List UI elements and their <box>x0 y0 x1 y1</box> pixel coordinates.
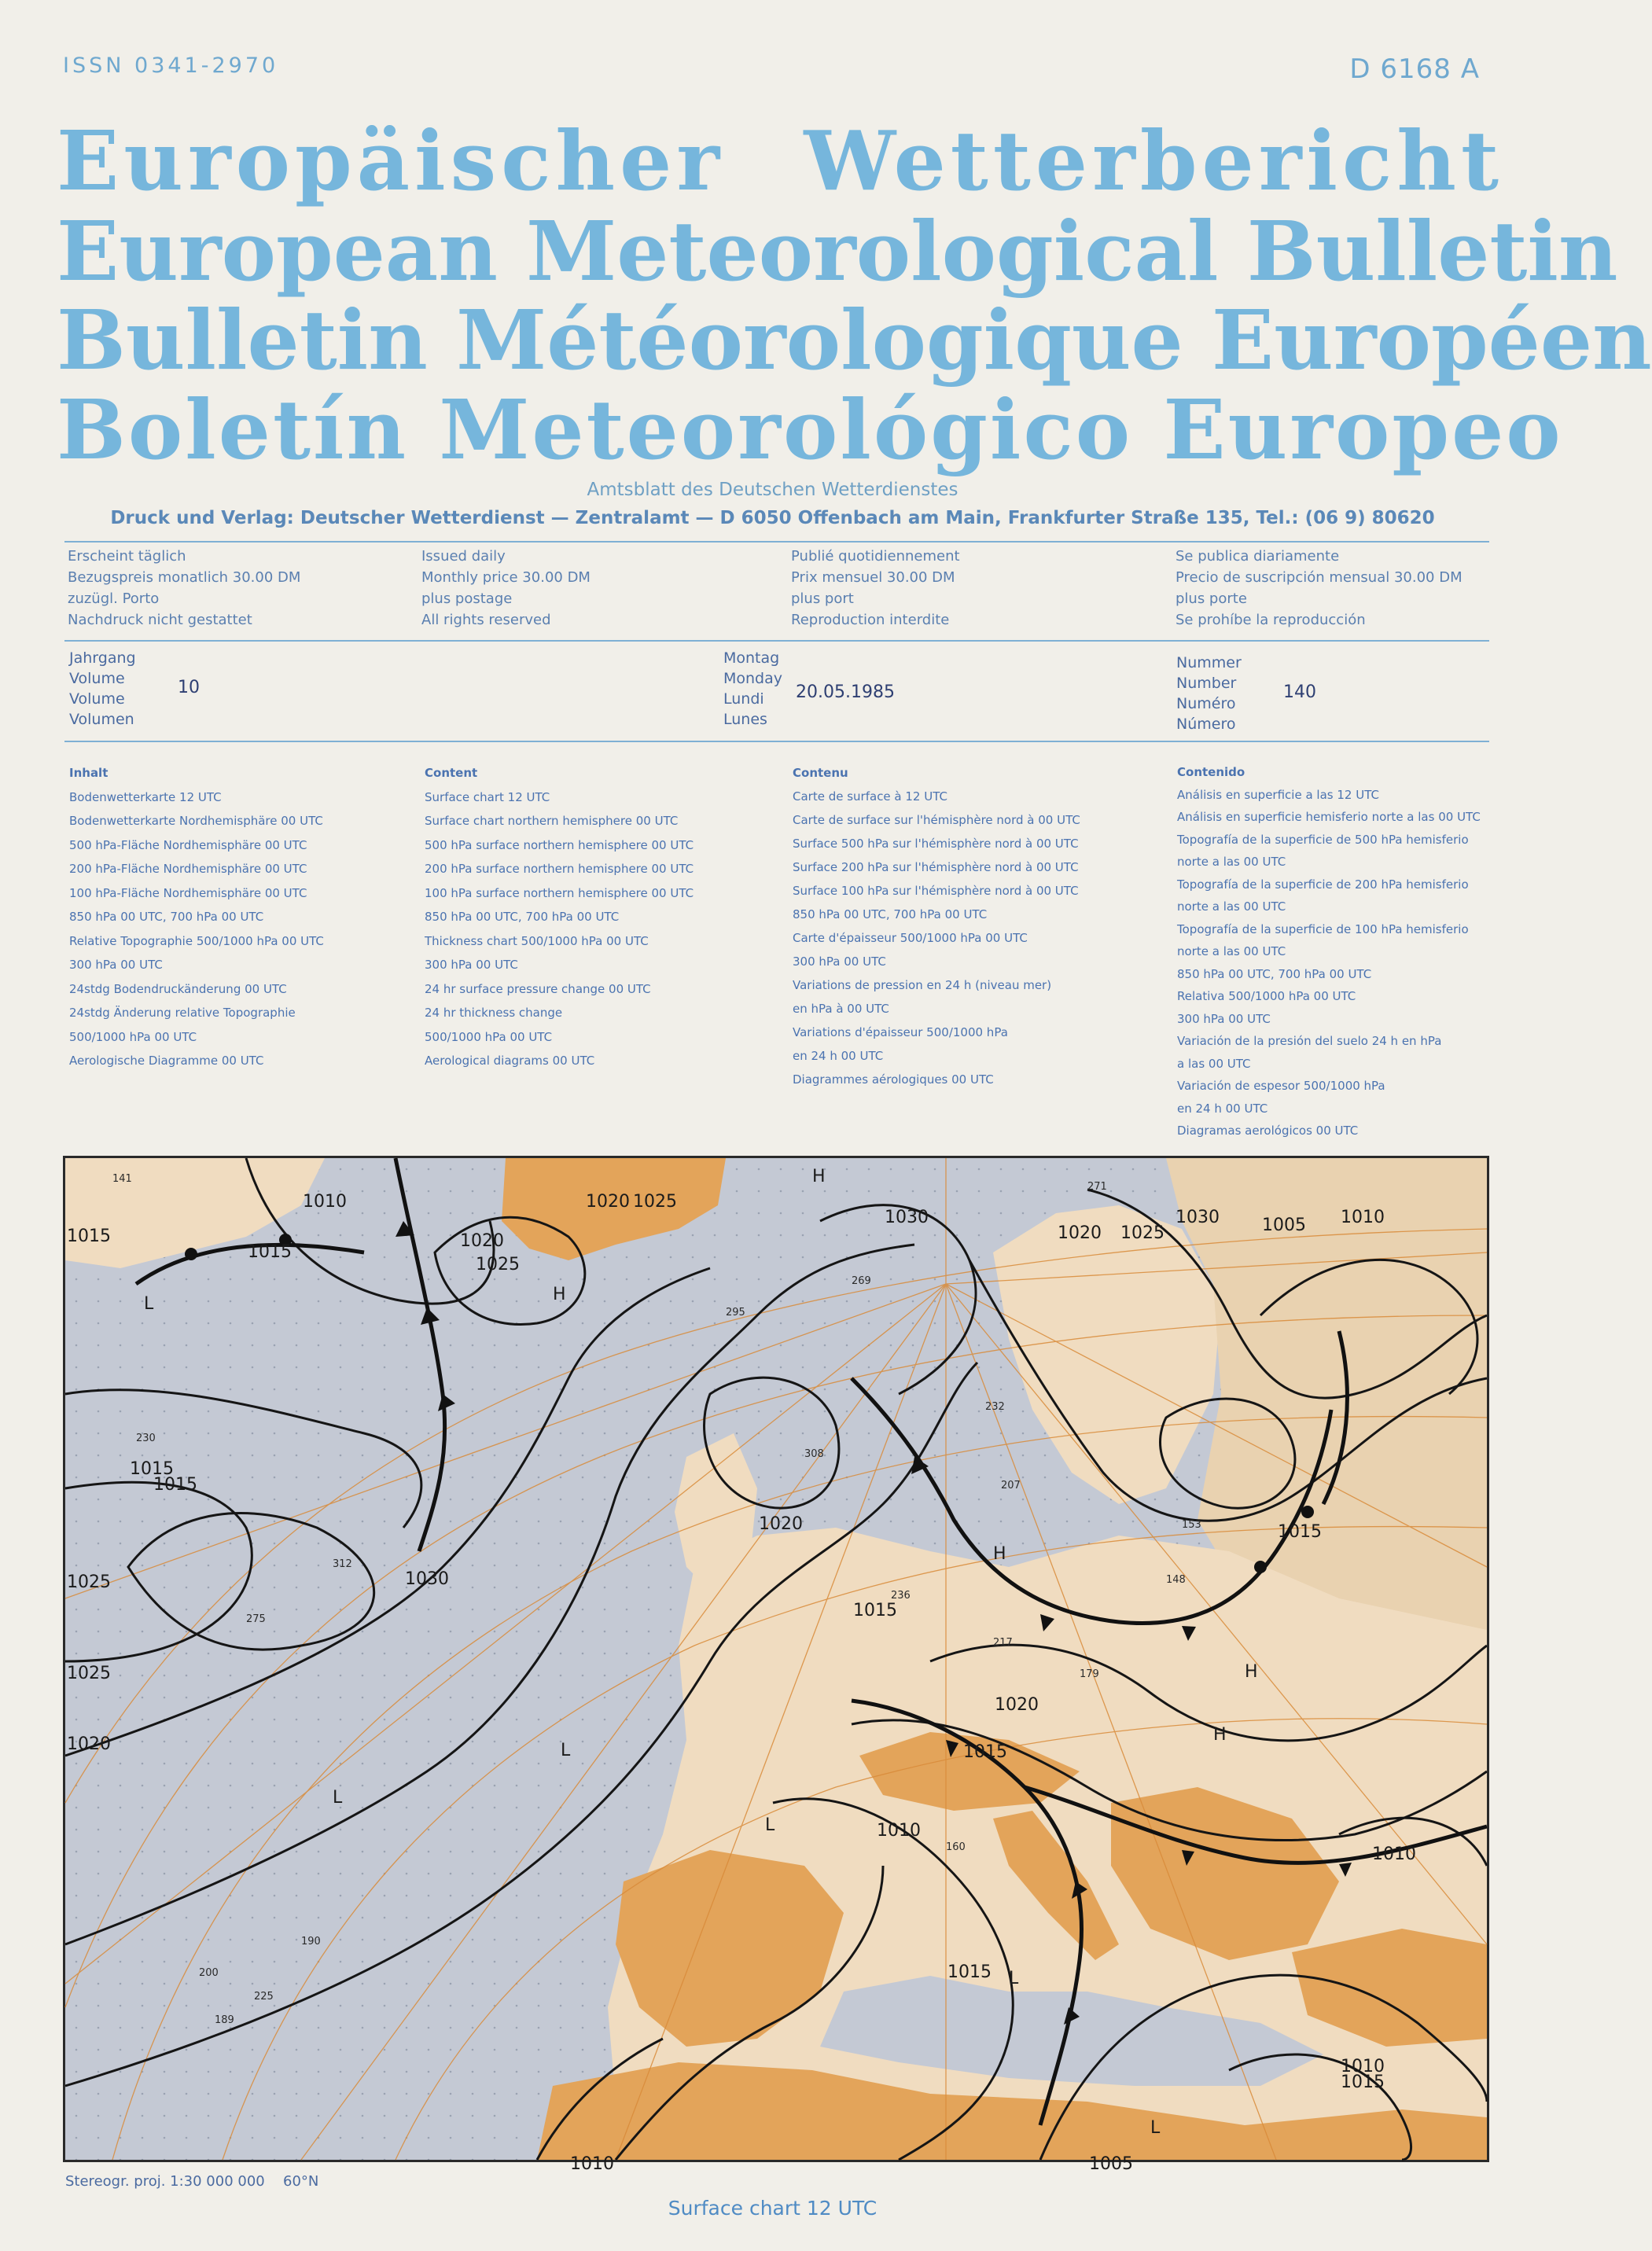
issue-date: 20.05.1985 <box>796 682 895 702</box>
info-line: Se publica diariamente <box>1176 548 1340 565</box>
isobar-label: 1030 <box>1176 1208 1220 1227</box>
contents-item: 850 hPa 00 UTC, 700 hPa 00 UTC <box>793 907 988 921</box>
pressure-centre-low: L <box>333 1788 343 1808</box>
station-observation: 236 <box>891 1590 911 1602</box>
station-observation: 148 <box>1166 1574 1186 1586</box>
map-caption: Surface chart 12 UTC <box>668 2197 878 2220</box>
info-line: Erscheint täglich <box>68 548 186 565</box>
isobar-label: 1025 <box>67 1664 111 1683</box>
station-observation: 271 <box>1087 1181 1107 1193</box>
issue-number: 140 <box>1283 682 1316 702</box>
title-german: Europäischer Wetterbericht <box>57 112 1503 209</box>
isobar-label: 1030 <box>885 1208 929 1227</box>
contents-item: norte a las 00 UTC <box>1177 855 1286 869</box>
volume-label: Volumen <box>69 711 134 728</box>
isobar-label: 1030 <box>405 1569 449 1589</box>
title-english: European Meteorological Bulletin <box>57 203 1618 300</box>
front-symbol <box>1301 1506 1314 1518</box>
contents-item: Carte de surface sur l'hémisphère nord à 00 UTC <box>793 813 1080 827</box>
contents-item: Carte d'épaisseur 500/1000 hPa 00 UTC <box>793 931 1028 945</box>
contents-item: 500 hPa surface northern hemisphere 00 UTC <box>425 837 694 852</box>
contents-item: Variación de espesor 500/1000 hPa <box>1177 1079 1385 1093</box>
amtsblatt-line: Amtsblatt des Deutschen Wetterdienstes <box>587 480 958 500</box>
contents-item: 500/1000 hPa 00 UTC <box>69 1029 197 1044</box>
contents-item: Surface 100 hPa sur l'hémisphère nord à 00 UTC <box>793 884 1079 898</box>
contents-item: Surface 200 hPa sur l'hémisphère nord à 00 UTC <box>793 860 1079 874</box>
contents-english <box>425 761 694 1073</box>
isobar-label: 1025 <box>476 1255 520 1274</box>
contents-item: 100 hPa-Fläche Nordhemisphäre 00 UTC <box>69 885 307 900</box>
contents-item: Topografía de la superficie de 100 hPa hemisferio <box>1177 921 1469 936</box>
info-spanish <box>1176 546 1463 631</box>
isobar-label: 1010 <box>303 1192 347 1212</box>
isobar-label: 1015 <box>153 1475 197 1495</box>
isobar-label: 1020 <box>995 1695 1039 1715</box>
contents-french <box>793 761 1080 1091</box>
station-observation: 217 <box>993 1637 1013 1649</box>
station-observation: 295 <box>726 1307 745 1319</box>
station-observation: 189 <box>215 2014 234 2026</box>
contents-item: 300 hPa 00 UTC <box>425 958 518 972</box>
station-observation: 179 <box>1080 1668 1099 1680</box>
isobar-label: 1020 <box>67 1734 111 1754</box>
contents-item: 200 hPa surface northern hemisphere 00 UTC <box>425 862 694 876</box>
contents-item: Bodenwetterkarte Nordhemisphäre 00 UTC <box>69 814 323 828</box>
contents-item: Surface chart 12 UTC <box>425 789 550 804</box>
isobar-label: 1015 <box>1341 2073 1385 2092</box>
divider <box>64 741 1489 742</box>
contents-item: Topografía de la superficie de 500 hPa hemisferio <box>1177 832 1469 847</box>
contents-item: 100 hPa surface northern hemisphere 00 UTC <box>425 885 694 900</box>
info-line: Issued daily <box>421 548 506 565</box>
projection-note: Stereogr. proj. 1:30 000 000 <box>65 2173 265 2190</box>
volume-label: Volume <box>69 690 125 708</box>
contents-item: Relative Topographie 500/1000 hPa 00 UTC <box>69 933 324 948</box>
pressure-centre-high: H <box>993 1544 1006 1564</box>
isobar-label: 1005 <box>1262 1216 1306 1235</box>
station-observation: 207 <box>1001 1480 1021 1491</box>
pressure-centre-high: H <box>553 1285 566 1304</box>
divider <box>64 541 1489 543</box>
contents-heading: Contenido <box>1177 765 1245 779</box>
day-labels <box>723 648 782 730</box>
contents-item: 200 hPa-Fläche Nordhemisphäre 00 UTC <box>69 862 307 876</box>
contents-heading: Content <box>425 766 478 780</box>
info-line: Nachdruck nicht gestattet <box>68 612 252 628</box>
station-observation: 230 <box>136 1433 156 1444</box>
day-label: Lundi <box>723 690 764 708</box>
pressure-centre-low: L <box>144 1294 154 1314</box>
station-observation: 232 <box>985 1401 1005 1413</box>
info-french <box>791 546 960 631</box>
number-labels <box>1176 653 1242 734</box>
station-observation: 269 <box>852 1275 871 1287</box>
contents-item: Análisis en superficie hemisferio norte a las 00 UTC <box>1177 810 1481 824</box>
day-label: Montag <box>723 649 780 667</box>
station-observation: 312 <box>333 1558 352 1570</box>
info-line: Precio de suscripción mensual 30.00 DM <box>1176 569 1463 586</box>
contents-item: en 24 h 00 UTC <box>793 1049 884 1063</box>
isobar-label: 1010 <box>1372 1845 1416 1864</box>
front-symbol <box>1254 1561 1267 1573</box>
day-label: Lunes <box>723 711 767 728</box>
surface-chart-map <box>63 1156 1489 2174</box>
contents-item: Diagrammes aérologiques 00 UTC <box>793 1072 994 1087</box>
contents-item: Surface 500 hPa sur l'hémisphère nord à 00 UTC <box>793 837 1079 851</box>
contents-german <box>69 761 324 1073</box>
info-line: Reproduction interdite <box>791 612 950 628</box>
pressure-centre-low: L <box>765 1815 775 1835</box>
station-observation: 160 <box>946 1841 966 1853</box>
contents-item: 300 hPa 00 UTC <box>793 954 886 969</box>
isobar-label: 1010 <box>877 1821 921 1841</box>
contents-item: Diagramas aerológicos 00 UTC <box>1177 1124 1359 1138</box>
contents-item: Aerological diagrams 00 UTC <box>425 1054 595 1068</box>
info-line: Prix mensuel 30.00 DM <box>791 569 955 586</box>
station-observation: 275 <box>246 1613 266 1625</box>
info-line: Monthly price 30.00 DM <box>421 569 591 586</box>
isobar-label: 1010 <box>1341 2057 1385 2076</box>
pressure-centre-low: L <box>1009 1969 1019 1988</box>
title-french: Bulletin Météorologique Européen <box>57 292 1652 388</box>
contents-item: 24 hr surface pressure change 00 UTC <box>425 981 651 996</box>
info-line: Publié quotidiennement <box>791 548 960 565</box>
contents-item: norte a las 00 UTC <box>1177 899 1286 914</box>
contents-item: 500/1000 hPa 00 UTC <box>425 1029 553 1044</box>
contents-heading: Contenu <box>793 766 848 780</box>
contents-item: norte a las 00 UTC <box>1177 944 1286 958</box>
contents-item: Topografía de la superficie de 200 hPa hemisferio <box>1177 877 1469 892</box>
isobar-label: 1020 <box>759 1514 803 1534</box>
day-label: Monday <box>723 670 783 687</box>
volume-value: 10 <box>178 678 200 697</box>
contents-item: Variations d'épaisseur 500/1000 hPa <box>793 1025 1008 1039</box>
volume-labels <box>69 648 136 730</box>
contents-item: Análisis en superficie a las 12 UTC <box>1177 787 1379 802</box>
isobar-label: 1015 <box>853 1601 897 1620</box>
info-line: Se prohíbe la reproducción <box>1176 612 1366 628</box>
station-observation: 141 <box>112 1173 132 1185</box>
latitude-note: 60°N <box>283 2173 319 2190</box>
isobar-label: 1010 <box>1341 1208 1385 1227</box>
contents-item: 24stdg Bodendruckänderung 00 UTC <box>69 981 287 996</box>
pressure-centre-high: H <box>812 1167 826 1186</box>
contents-item: en hPa à 00 UTC <box>793 1002 889 1016</box>
isobar-label: 1005 <box>1089 2154 1133 2174</box>
station-observation: 308 <box>804 1448 824 1460</box>
isobar-label: 1025 <box>633 1192 677 1212</box>
isobar-label: 1020 <box>460 1231 504 1251</box>
volume-label: Volume <box>69 670 125 687</box>
contents-spanish <box>1177 761 1481 1142</box>
isobar-label: 1025 <box>67 1572 111 1592</box>
isobar-label: 1025 <box>1120 1223 1164 1243</box>
pressure-centre-high: H <box>1245 1662 1258 1682</box>
info-line: All rights reserved <box>421 612 551 628</box>
pressure-centre-high: H <box>1213 1725 1227 1745</box>
pressure-centre-low: L <box>561 1741 571 1760</box>
isobar-label: 1015 <box>67 1227 111 1246</box>
contents-item: Surface chart northern hemisphere 00 UTC <box>425 814 679 828</box>
info-german <box>68 546 300 631</box>
contents-item: 850 hPa 00 UTC, 700 hPa 00 UTC <box>425 910 620 924</box>
contents-item: 850 hPa 00 UTC, 700 hPa 00 UTC <box>1177 966 1372 981</box>
contents-item: Relativa 500/1000 hPa 00 UTC <box>1177 989 1356 1003</box>
volume-label: Jahrgang <box>69 649 136 667</box>
isobar-label: 1015 <box>1278 1522 1322 1542</box>
isobar-label: 1010 <box>570 2154 614 2174</box>
isobar-label: 1020 <box>1058 1223 1102 1243</box>
contents-item: 300 hPa 00 UTC <box>69 958 163 972</box>
contents-item: Variación de la presión del suelo 24 h en hPa <box>1177 1034 1442 1048</box>
divider <box>64 640 1489 642</box>
number-label: Number <box>1176 675 1237 692</box>
contents-heading: Inhalt <box>69 766 109 780</box>
map-svg <box>65 1158 1487 2174</box>
pressure-centre-low: L <box>1150 2118 1161 2138</box>
title-spanish: Boletín Meteorológico Europeo <box>57 381 1563 478</box>
contents-item: 850 hPa 00 UTC, 700 hPa 00 UTC <box>69 910 264 924</box>
info-english <box>421 546 591 631</box>
contents-item: 500 hPa-Fläche Nordhemisphäre 00 UTC <box>69 837 307 852</box>
contents-item: 300 hPa 00 UTC <box>1177 1011 1271 1026</box>
number-label: Nummer <box>1176 654 1242 671</box>
postal-code: D 6168 A <box>1349 53 1480 85</box>
contents-item: en 24 h 00 UTC <box>1177 1101 1268 1116</box>
contents-item: Thickness chart 500/1000 hPa 00 UTC <box>425 933 649 948</box>
front-symbol <box>185 1248 197 1260</box>
contents-item: a las 00 UTC <box>1177 1056 1251 1071</box>
station-observation: 200 <box>199 1967 219 1979</box>
station-observation: 225 <box>254 1991 274 2003</box>
info-line: plus porte <box>1176 590 1247 607</box>
contents-item: 24stdg Änderung relative Topographie <box>69 1006 296 1020</box>
station-observation: 190 <box>301 1936 321 1948</box>
contents-item: Aerologische Diagramme 00 UTC <box>69 1054 264 1068</box>
isobar-label: 1015 <box>248 1242 292 1262</box>
station-observation: 153 <box>1182 1519 1201 1531</box>
number-label: Numéro <box>1176 695 1236 712</box>
number-label: Número <box>1176 715 1236 733</box>
isobar-label: 1015 <box>963 1742 1007 1762</box>
info-line: plus postage <box>421 590 513 607</box>
isobar-label: 1015 <box>947 1962 992 1982</box>
issn-number: ISSN 0341-2970 <box>63 53 279 78</box>
info-line: Bezugspreis monatlich 30.00 DM <box>68 569 301 586</box>
isobar-label: 1020 <box>586 1192 630 1212</box>
isobar-label: 1015 <box>130 1459 174 1479</box>
info-line: plus port <box>791 590 854 607</box>
contents-item: Variations de pression en 24 h (niveau mer) <box>793 978 1052 992</box>
contents-item: Bodenwetterkarte 12 UTC <box>69 789 222 804</box>
contents-item: 24 hr thickness change <box>425 1006 563 1020</box>
info-line: zuzügl. Porto <box>68 590 160 607</box>
publisher-line: Druck und Verlag: Deutscher Wetterdienst — Zentralamt — D 6050 Offenbach am Main, Frankfurter Straße 135, Tel.: (06 9) 80620 <box>110 508 1435 528</box>
contents-item: Carte de surface à 12 UTC <box>793 789 947 804</box>
